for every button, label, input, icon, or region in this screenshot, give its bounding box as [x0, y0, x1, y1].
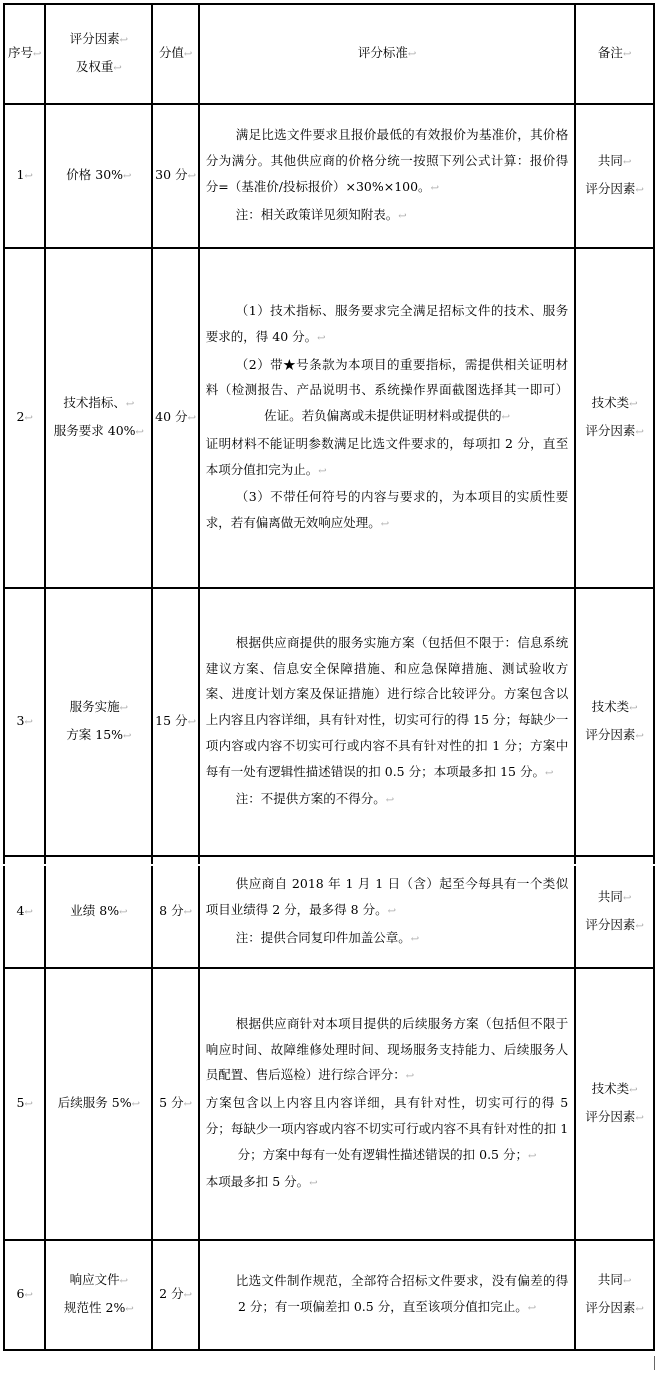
cell-remark: 共同↩ 评分因素↩ [575, 104, 654, 248]
factor-line: 后续服务 5% [57, 1095, 132, 1111]
cell-factor: 服务实施↩ 方案 15%↩ [45, 588, 152, 856]
table-row [4, 248, 654, 588]
table-row [4, 588, 654, 856]
standard-paragraph: 注：不提供方案的不得分。↩ [235, 791, 395, 807]
score-value: 15 分 [155, 713, 188, 729]
cell-factor: 后续服务 5%↩ [45, 968, 152, 1240]
cell-remark: 技术类↩ 评分因素↩ [575, 248, 654, 588]
standard-paragraph: 比选文件制作规范，全部符合招标文件要求，没有偏差的得 2 分；有一项偏差扣 0.5 分，直至该项分值扣完止。↩ [235, 1273, 569, 1314]
row-number: 1 [16, 167, 25, 183]
factor-line: 业绩 8% [70, 903, 120, 919]
standard-paragraph: 方案包含以上内容且内容详细，具有针对性，切实可行的得 5 分；每缺少一项内容或内容不切实可行或内容不具有针对性的扣 1 分；方案中每有一处有逻辑性描述错误的扣 0.5 分；↩ [205, 1095, 569, 1162]
row-number: 5 [16, 1095, 25, 1111]
cell-remark: 共同↩ 评分因素↩ [575, 1240, 654, 1350]
factor-line: 技术指标、 [63, 395, 126, 411]
header-score: 分值↩ [152, 4, 198, 104]
cell-no: 3↩ [4, 588, 45, 856]
row-number: 4 [16, 903, 25, 919]
cell-standard [199, 588, 575, 856]
remark-line: 评分因素 [585, 917, 636, 932]
header-standard: 评分标准↩ [199, 4, 575, 104]
cell-factor: 价格 30%↩ [45, 104, 152, 248]
standard-paragraph: 本项最多扣 5 分。↩ [205, 1174, 318, 1190]
cell-factor: 响应文件↩ 规范性 2%↩ [45, 1240, 152, 1350]
cell-standard [199, 248, 575, 588]
factor-line: 服务实施 [69, 699, 120, 715]
cell-remark: 技术类↩ 评分因素↩ [575, 588, 654, 856]
cell-score: 15 分↩ [152, 588, 198, 856]
standard-paragraph: 供应商自 2018 年 1 月 1 日（含）起至今每具有一个类似项目业绩得 2 分，最多得 8 分。↩ [205, 876, 569, 918]
score-value: 40 分 [155, 409, 188, 425]
standard-paragraph: 满足比选文件要求且报价最低的有效报价为基准价，其价格分为满分。其他供应商的价格分统一按照下列公式计算：报价得分=（基准价/投标报价）×30%×100。↩ [205, 127, 569, 194]
cell-score: 5 分↩ [152, 968, 198, 1240]
row-number: 3 [16, 713, 25, 729]
standard-paragraph: （1）技术指标、服务要求完全满足招标文件的技术、服务要求的，得 40 分。↩ [205, 302, 569, 344]
table-row [4, 1240, 654, 1350]
row-number: 6 [16, 1286, 25, 1302]
score-value: 30 分 [155, 167, 188, 183]
header-factor: 评分因素↩ 及权重↩ [45, 4, 152, 104]
standard-paragraph: （3）不带任何符号的内容与要求的，为本项目的实质性要求，若有偏离做无效响应处理。↩ [205, 489, 569, 531]
standard-paragraph: （2）带★号条款为本项目的重要指标，需提供相关证明材料（检测报告、产品说明书、系统操作界面截图选择其一即可）佐证。若负偏离或未提供证明材料或提供的↩ [205, 356, 569, 424]
cell-score: 8 分↩ [152, 856, 198, 968]
remark-line: 评分因素 [585, 181, 636, 196]
header-row [4, 4, 654, 104]
remark-line: 技术类 [591, 395, 630, 411]
score-value: 5 分 [159, 1095, 184, 1111]
cell-standard [199, 856, 575, 968]
cell-score: 30 分↩ [152, 104, 198, 248]
cell-standard [199, 1240, 575, 1350]
remark-line: 技术类 [591, 699, 630, 715]
row-number: 2 [16, 409, 25, 425]
header-remark: 备注↩ [575, 4, 654, 104]
standard-paragraph: 根据供应商针对本项目提供的后续服务方案（包括但不限于响应时间、故障维修处理时间、现场服务支持能力、后续服务人员配置、售后巡检）进行综合评分：↩ [205, 1015, 569, 1083]
cell-score: 40 分↩ [152, 248, 198, 588]
standard-paragraph: 注：提供合同复印件加盖公章。↩ [235, 929, 420, 945]
factor-line: 方案 15% [66, 727, 124, 742]
factor-line: 服务要求 40% [53, 423, 136, 438]
cell-factor: 业绩 8%↩ [45, 856, 152, 968]
table-row [4, 104, 654, 248]
remark-line: 共同 [597, 889, 623, 905]
score-value: 8 分 [159, 903, 184, 919]
cell-score: 2 分↩ [152, 1240, 198, 1350]
header-no: 序号↩ [4, 4, 45, 104]
factor-line: 价格 30% [66, 167, 124, 183]
remark-line: 评分因素 [585, 1109, 636, 1124]
scoring-table [3, 3, 655, 1351]
remark-line: 评分因素 [585, 423, 636, 438]
factor-line: 响应文件 [69, 1272, 120, 1288]
cell-no: 5↩ [4, 968, 45, 1240]
row-separator-gap [3, 864, 655, 866]
score-value: 2 分 [159, 1286, 184, 1302]
cell-no: 6↩ [4, 1240, 45, 1350]
cell-no: 2↩ [4, 248, 45, 588]
standard-paragraph: 注：相关政策详见须知附表。↩ [235, 206, 407, 222]
remark-line: 评分因素 [585, 727, 636, 742]
remark-line: 技术类 [591, 1081, 630, 1097]
standard-paragraph: 根据供应商提供的服务实施方案（包括但不限于：信息系统建议方案、信息安全保障措施、和应急保障措施、测试验收方案、进度计划方案及保证措施）进行综合比较评分。方案包含以上内容且内容详细，具有针对性，切实可行的得 15 分；每缺少一项内容或内容不切实可行或内容不具有针对性的扣 1 分；方案中每有一处有逻辑性描述错误的扣 0.5 分；本项最多扣 15 分。↩ [205, 634, 569, 779]
cell-no: 1↩ [4, 104, 45, 248]
standard-paragraph: 证明材料不能证明参数满足比选文件要求的，每项扣 2 分，直至本项分值扣完为止。↩ [205, 435, 569, 477]
cell-no: 4↩ [4, 856, 45, 968]
page-edge-mark [654, 1356, 655, 1370]
cell-remark: 技术类↩ 评分因素↩ [575, 968, 654, 1240]
cell-standard [199, 968, 575, 1240]
cell-standard [199, 104, 575, 248]
factor-line: 规范性 2% [64, 1300, 126, 1315]
remark-line: 评分因素 [585, 1300, 636, 1315]
remark-line: 共同 [597, 1272, 623, 1288]
remark-line: 共同 [597, 153, 623, 169]
table-row [4, 856, 654, 968]
cell-remark: 共同↩ 评分因素↩ [575, 856, 654, 968]
table-row [4, 968, 654, 1240]
cell-factor: 技术指标、↩ 服务要求 40%↩ [45, 248, 152, 588]
